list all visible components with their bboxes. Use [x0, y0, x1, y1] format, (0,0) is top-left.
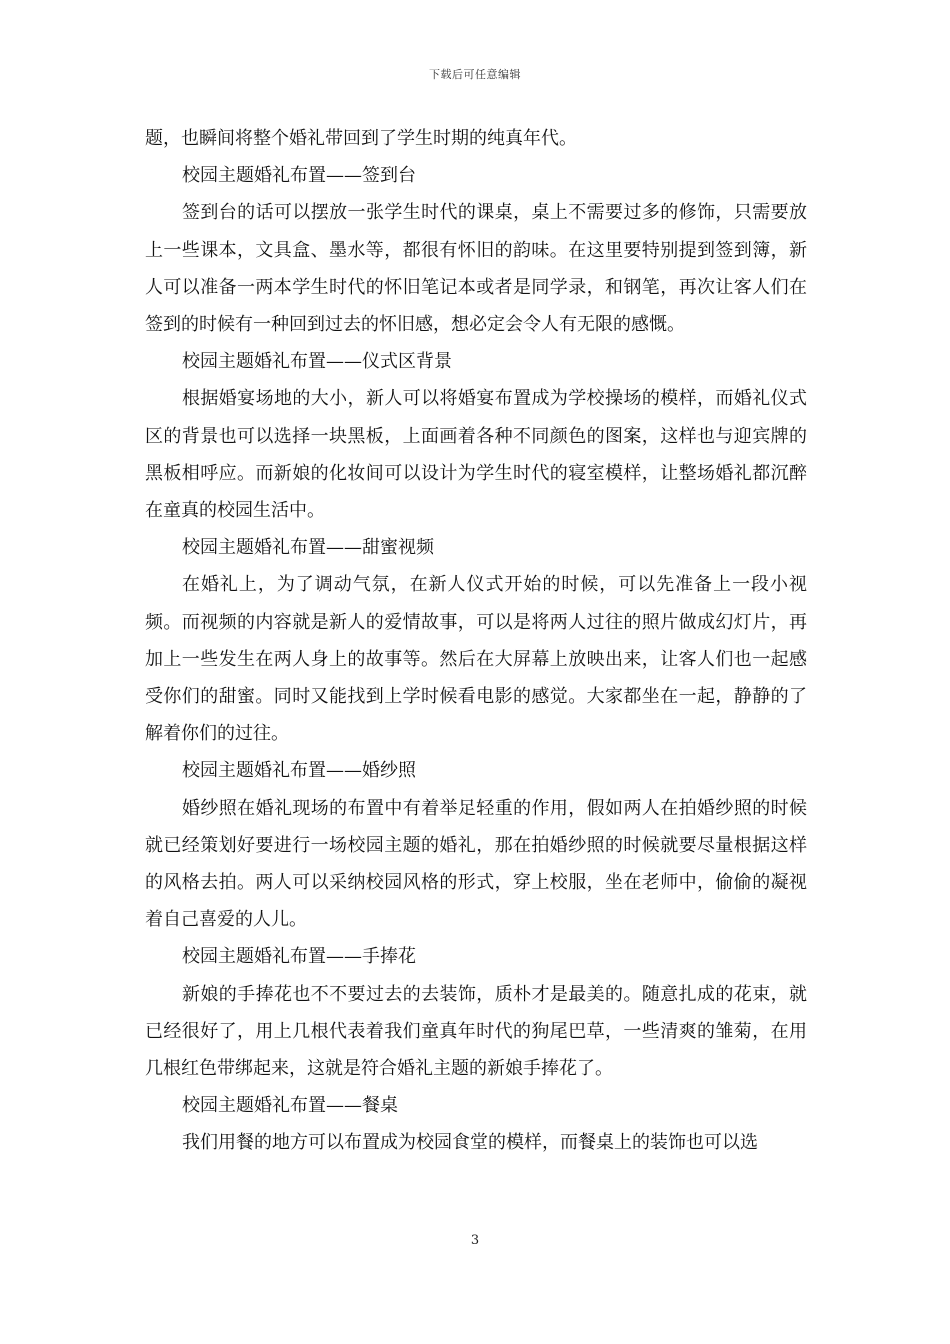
section-heading-sweet-video: 校园主题婚礼布置——甜蜜视频: [182, 537, 434, 559]
section-heading-ceremony-backdrop: 校园主题婚礼布置——仪式区背景: [182, 351, 452, 373]
page-number: 3: [470, 1233, 480, 1248]
document-body: [145, 120, 807, 1162]
paragraph-continuation: 题，也瞬间将整个婚礼带回到了学生时期的纯真年代。: [145, 128, 577, 149]
paragraph-ceremony-backdrop: 根据婚宴场地的大小，新人可以将婚宴布置成为学校操场的模样，而婚礼仪式区的背景也可以选择一块黑板，上面画着各种不同颜色的图案，这样也与迎宾牌的黑板相呼应。而新娘的化妆间可以设计为学生时代的寝室模样，让整场婚礼都沉醉在童真的校园生活中。: [145, 388, 807, 522]
section-heading-bouquet: 校园主题婚礼布置——手捧花: [182, 946, 416, 968]
section-heading-dining-table: 校园主题婚礼布置——餐桌: [182, 1095, 398, 1117]
paragraph-sign-in-table: 签到台的话可以摆放一张学生时代的课桌，桌上不需要过多的修饰，只需要放上一些课本，文具盒、墨水等，都很有怀旧的韵味。在这里要特别提到签到簿，新人可以准备一两本学生时代的怀旧笔记本或者是同学录，和钢笔，再次让客人们在签到的时候有一种回到过去的怀旧感，想必定会令人有无限的感慨。: [145, 202, 807, 336]
section-heading-wedding-photos: 校园主题婚礼布置——婚纱照: [182, 760, 416, 782]
paragraph-sweet-video: 在婚礼上，为了调动气氛，在新人仪式开始的时候，可以先准备上一段小视频。而视频的内容就是新人的爱情故事，可以是将两人过往的照片做成幻灯片，再加上一些发生在两人身上的故事等。然后在大屏幕上放映出来，让客人们也一起感受你们的甜蜜。同时又能找到上学时候看电影的感觉。大家都坐在一起，静静的了解着你们的过往。: [145, 574, 807, 745]
paragraph-dining-table: 我们用餐的地方可以布置成为校园食堂的模样，而餐桌上的装饰也可以选: [182, 1132, 758, 1154]
section-heading-sign-in-table: 校园主题婚礼布置——签到台: [182, 165, 416, 187]
page-header: 下载后可任意编辑: [429, 68, 521, 81]
paragraph-wedding-photos: 婚纱照在婚礼现场的布置中有着举足轻重的作用，假如两人在拍婚纱照的时候就已经策划好要进行一场校园主题的婚礼，那在拍婚纱照的时候就要尽量根据这样的风格去拍。两人可以采纳校园风格的形式，穿上校服，坐在老师中，偷偷的凝视着自己喜爱的人儿。: [145, 797, 807, 931]
paragraph-bouquet: 新娘的手捧花也不不要过去的去装饰，质朴才是最美的。随意扎成的花束，就已经很好了，用上几根代表着我们童真年时代的狗尾巴草，一些清爽的雏菊，在用几根红色带绑起来，这就是符合婚礼主题的新娘手捧花了。: [145, 983, 807, 1080]
